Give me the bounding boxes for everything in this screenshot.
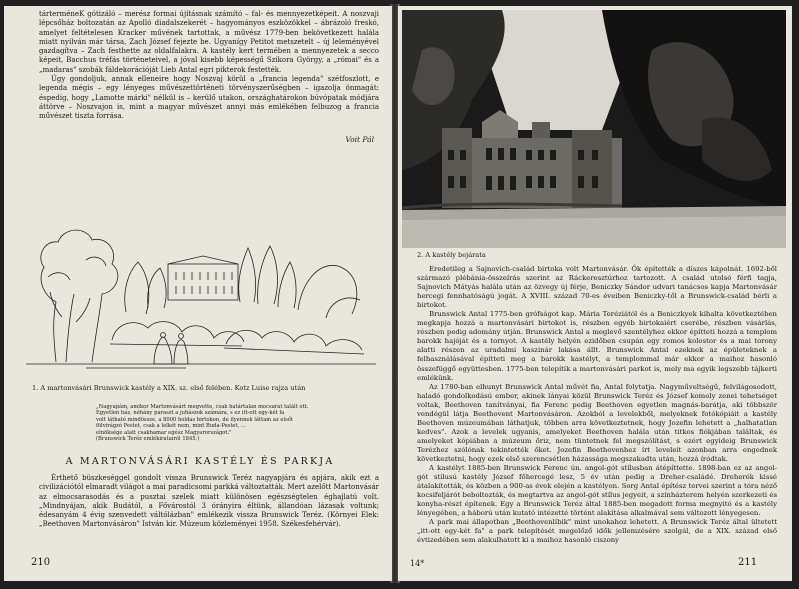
quote-line: elnöksége alatt csakhamar egész Magyarországot." — [96, 429, 232, 436]
section-title: A MARTONVÁSÁRI KASTÉLY ÉS PARKJA — [65, 456, 335, 467]
figure-2-caption: 2. A kastély bejárata — [417, 251, 486, 259]
page-number-left: 210 — [31, 557, 51, 568]
right-paragraph-1: Eredetileg a Sajnovich-család birtoka volt Martonvásár. Ők építették a díszes kápolnát. 1692-ből származó plébánia-összeírás szerint az Ráckeresztúrhoz tartozott. A család utolsó férfi tagja, Sajnovich Mátyás halála után az özvegy új férje, Beniczky Sándor udvari tanácsos kapja Martonvásár hercegi fennhatóságú jogát. A XVIII. század 70-es éveiben Beniczky-től a Brunswick-család bérli a birtokot. — [417, 265, 777, 310]
left-paragraph-1: tárterméneK gótizáló – merész formai újításnak számító – fal- és mennyezetképeit. A noszvaji lépcsőház boltozatán az Apolló diadalszekerét – hagyományos eszközökkel – ábrázoló freskó, amelyet feltételesen Kracker művének tartottak, a művész 1779-ben bekövetkezett halála miatt nyilván már társa, Zach József fejezte be. Ugyanígy Petitot metszetelt – új leleményével gazdagítva – Zach festhette az oldalfalakra. A kastély kert termében a mennyezetek a secco képeit, Bacchus tréfás történeteivel, a jóval kisebb képességű Szikora György, a „római" és a „madaras" szobák fáldekorációját Lieb Antal egri pikterok festették. — [39, 10, 379, 74]
quote-block — [96, 404, 311, 442]
quote-line: volt látható mindössze, a 8000 holdas birtokon, de ilyennek láttam az elsőt — [96, 416, 293, 423]
right-paragraph-4: A kastélyt 1885-ben Brunswick Ferenc ún. angol-gót stílusban átépíttette. 1898-ban ez az angol-gót stílusú kastély József főhercegé lesz, 5 év után pedig a Dreher-családé. Dreherék kissé átalakították, és közben a 900-as évek elején a kastélyon. Sorg Antal építész tervei szerint a tóra néző kocsifeljárót beboltozták, és megtartva az angol-gót stílus jegyeit, a színházterem helyén szerkezeti és konyha-részt építenek. Egy a Brunswick Teréz által 1885-ben megadott forma megnyitó és a kastély lényegében, a háború után kutató intézetté történt alakítása alkalmával sem változott lényegesen. — [417, 464, 777, 518]
left-paragraph-3: Érthető büszkeséggel gondolt vissza Brunswick Teréz nagyapjára és apjára, akik ezt a civilizációtól elmaradt világot a mai paradicsomi parkká változtatták. Mert azelőtt Martonvásár az elmocsarasodás és a pusztai szelek miatt különösen egészségtelen éghajlatú volt. „Mindnyájan, akik Budától, a Fővárostól 3 órányira éltünk, állandóan lázasak voltunk; édesanyám 4 évig szenvedett váltólázban" emlékezik vissza Brunswick Teréz. (Környei Elek: „Beethoven Martonvásáron" István kir. Múzeum közleményei 1958. Székesfehérvár). — [39, 474, 379, 529]
quote-line: fölvirágzó Pestet, csak a lelkét nem, mint Buda-Pestet, ... — [96, 423, 246, 430]
left-paragraph-2: Úgy gondoljuk, annak elleneire hogy Noszvaj körül a „francia legenda" szétfoszlott, e legenda mégis – egy lényeges művészettörténeti törvényszerűségben – igazolja önmagát: éspedig, hogy „Lamotte márki" nélkül is – kerülő utakon, országhatárokon búvópatak módjára áttörve – Noszvajon is, mint a magyar művészet annyi más emlékében felbuzog a francia művészet tiszta forrása. — [39, 75, 379, 121]
figure-1-caption: 1. A martonvásári Brunswick kastély a XIX. sz. első felében. Kotz Luise rajza után — [32, 384, 306, 392]
left-bottom-text — [39, 474, 379, 530]
page-number-right: 211 — [738, 557, 758, 568]
left-top-text — [39, 10, 379, 122]
quote-line: „Nagyapám, amikor Martonvásárt megvette, csak határtalan mocsarat talált ott. Egyetlen ház, néhány paraszt a juhászok számára, s ez itt-ott egy-két fa — [96, 404, 309, 417]
castle-photo — [402, 10, 786, 248]
author-signature: Voit Pál — [345, 135, 374, 144]
signature-mark: 14* — [410, 559, 425, 568]
right-paragraph-3: Az 1780-ban elhunyt Brunswick Antal művét fia, Antal folytatja. Nagyműveltségű, felvilágosodott, haladó gondolkodású ember, akinek lányai közül Brunswick Teréz és József komoly zenei tehetséget voltak, Beethoven tanítványai, fia Ferenc pedig Beethoven egyetlen magnás-barátja, aki többször vendégül látja Beethovent Martonvásáron. Azokból a levelekből, melyeknek fotókópiáit a kastély Beethoven múzeumában láthatjuk, többen arra következtetnek, hogy Jozefin lehetett a „halhatatlan kedves". Azok a levelek ugyanis, amelyeket Beethoven halála után titkos fiókjában találtak, és amelyeket kópiában a múzeum őriz, nem tüntetnek fel megszólítást, s ezért egyideig Brunswick Terézhez szólónak tekintették őket. Jozefin Beethovenhez írt leveleit azonban arra engednek következtetni, hogy ezek első szerencsétlen házassága megszakadta után, hozzá íródtak. — [417, 382, 777, 463]
right-paragraph-2: Brunswick Antal 1775-ben grófságot kap. Mária Teréziától és a Beniczkyek kihalta következtében megkapja hozzá a martonvásári birtokot is, részben egyéb birtokaiért cserébe, részben vásárlás, részben pedig adomány útján. Brunswick Antal a meglevő szentélyhez ekkor építteti hozzá a templom barokk hajóját és a tornyot. A kastély helyén ezidőben csupán egy romos kolostor és a mai torony alatti részen az uradalmi kaszinár lakása állt. Brunswick Antal ezeknek az épületeknek a felhasználásával építteti meg a barokk kastélyt, a templommal már ekkor a maihoz hasonló összefüggő együttesben. 1775-ben telepítik a martonvásári parkot is, mely ma egyik legszebb tájkerti emlékünk. — [417, 310, 777, 382]
right-page — [398, 6, 792, 581]
quote-source: (Brunswick Teréz emlékiratairól 1845.) — [96, 436, 200, 443]
right-text — [417, 265, 777, 545]
left-page — [4, 6, 392, 581]
castle-drawing — [26, 222, 376, 372]
right-paragraph-5: A park mai állapotban „Beethovenlíbik" mint unokahoz lehetett. A Brunswick Teréz által ültetett „itt-ott egy-két fa" a park telepítését megelőző idők jellemzésére szolgál, de a XIX. század első évtizedében sem alakulhatott ki a maihoz hasonló ciszony — [417, 518, 777, 545]
